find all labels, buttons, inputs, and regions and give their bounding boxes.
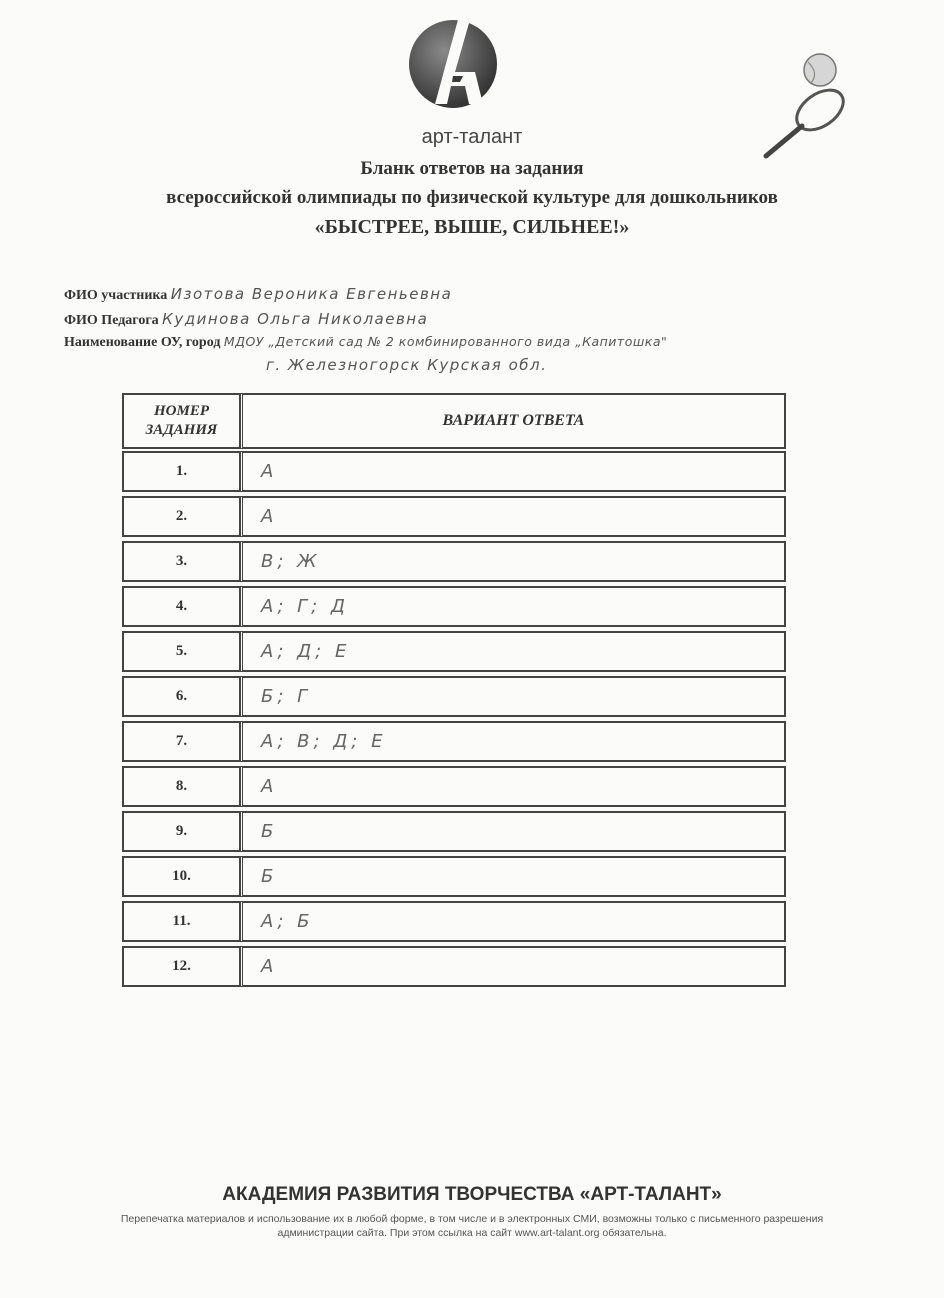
task-number: 7. (122, 721, 240, 762)
task-number: 5. (122, 631, 240, 672)
task-answer: Б (240, 811, 786, 852)
table-row (122, 946, 786, 987)
task-answer: Б; Г (240, 676, 786, 717)
column-header-number: НОМЕР ЗАДАНИЯ (122, 393, 240, 449)
organization-city: г. Железногорск Курская обл. (266, 356, 548, 374)
task-answer: А; Д; Е (240, 631, 786, 672)
task-answer: Б (240, 856, 786, 897)
table-header (122, 393, 786, 449)
task-number: 4. (122, 586, 240, 627)
task-number: 6. (122, 676, 240, 717)
table-row (122, 856, 786, 897)
task-number: 12. (122, 946, 240, 987)
task-answer: А; В; Д; Е (240, 721, 786, 762)
task-answer: А (240, 451, 786, 492)
footer-copyright-note: Перепечатка материалов и использование их в любой форме, в том числе и в электронных СМИ, возможны только с письменного разрешения администрации сайта. При этом ссылка на сайт www.art-talant.org обязательна. (120, 1213, 824, 1239)
participant-label: ФИО участника (64, 288, 168, 303)
answers-table (122, 393, 786, 991)
organization-value: МДОУ „Детский сад № 2 комбинированного вида „Капитошка" (223, 334, 668, 349)
table-row (122, 766, 786, 807)
table-row (122, 496, 786, 537)
teacher-value: Кудинова Ольга Николаевна (162, 310, 429, 328)
form-title: Бланк ответов на задания (360, 158, 584, 179)
task-number: 8. (122, 766, 240, 807)
column-header-answer: ВАРИАНТ ОТВЕТА (240, 393, 786, 449)
task-number: 9. (122, 811, 240, 852)
task-number: 3. (122, 541, 240, 582)
task-answer: А; Г; Д (240, 586, 786, 627)
brand-name: арт-талант (421, 126, 523, 148)
task-answer: А (240, 946, 786, 987)
olympiad-name: «БЫСТРЕЕ, ВЫШЕ, СИЛЬНЕЕ!» (314, 216, 630, 238)
organization-field (64, 334, 667, 351)
footer-title: АКАДЕМИЯ РАЗВИТИЯ ТВОРЧЕСТВА «АРТ-ТАЛАНТ» (222, 1184, 722, 1205)
task-number: 2. (122, 496, 240, 537)
organization-label: Наименование ОУ, город (64, 335, 221, 350)
olympiad-subtitle: всероссийской олимпиады по физической культуре для дошкольников (166, 187, 778, 208)
table-row (122, 901, 786, 942)
task-number: 10. (122, 856, 240, 897)
art-talant-logo-icon (405, 8, 501, 118)
teacher-field (64, 310, 428, 329)
task-answer: А (240, 766, 786, 807)
participant-field (64, 285, 452, 304)
task-answer: А; Б (240, 901, 786, 942)
table-row (122, 676, 786, 717)
table-row (122, 541, 786, 582)
table-row (122, 631, 786, 672)
task-number: 1. (122, 451, 240, 492)
participant-value: Изотова Вероника Евгеньевна (170, 285, 453, 303)
table-row (122, 721, 786, 762)
teacher-label: ФИО Педагога (64, 313, 159, 328)
table-row (122, 811, 786, 852)
table-row (122, 586, 786, 627)
table-row (122, 451, 786, 492)
task-answer: В; Ж (240, 541, 786, 582)
task-number: 11. (122, 901, 240, 942)
task-answer: А (240, 496, 786, 537)
